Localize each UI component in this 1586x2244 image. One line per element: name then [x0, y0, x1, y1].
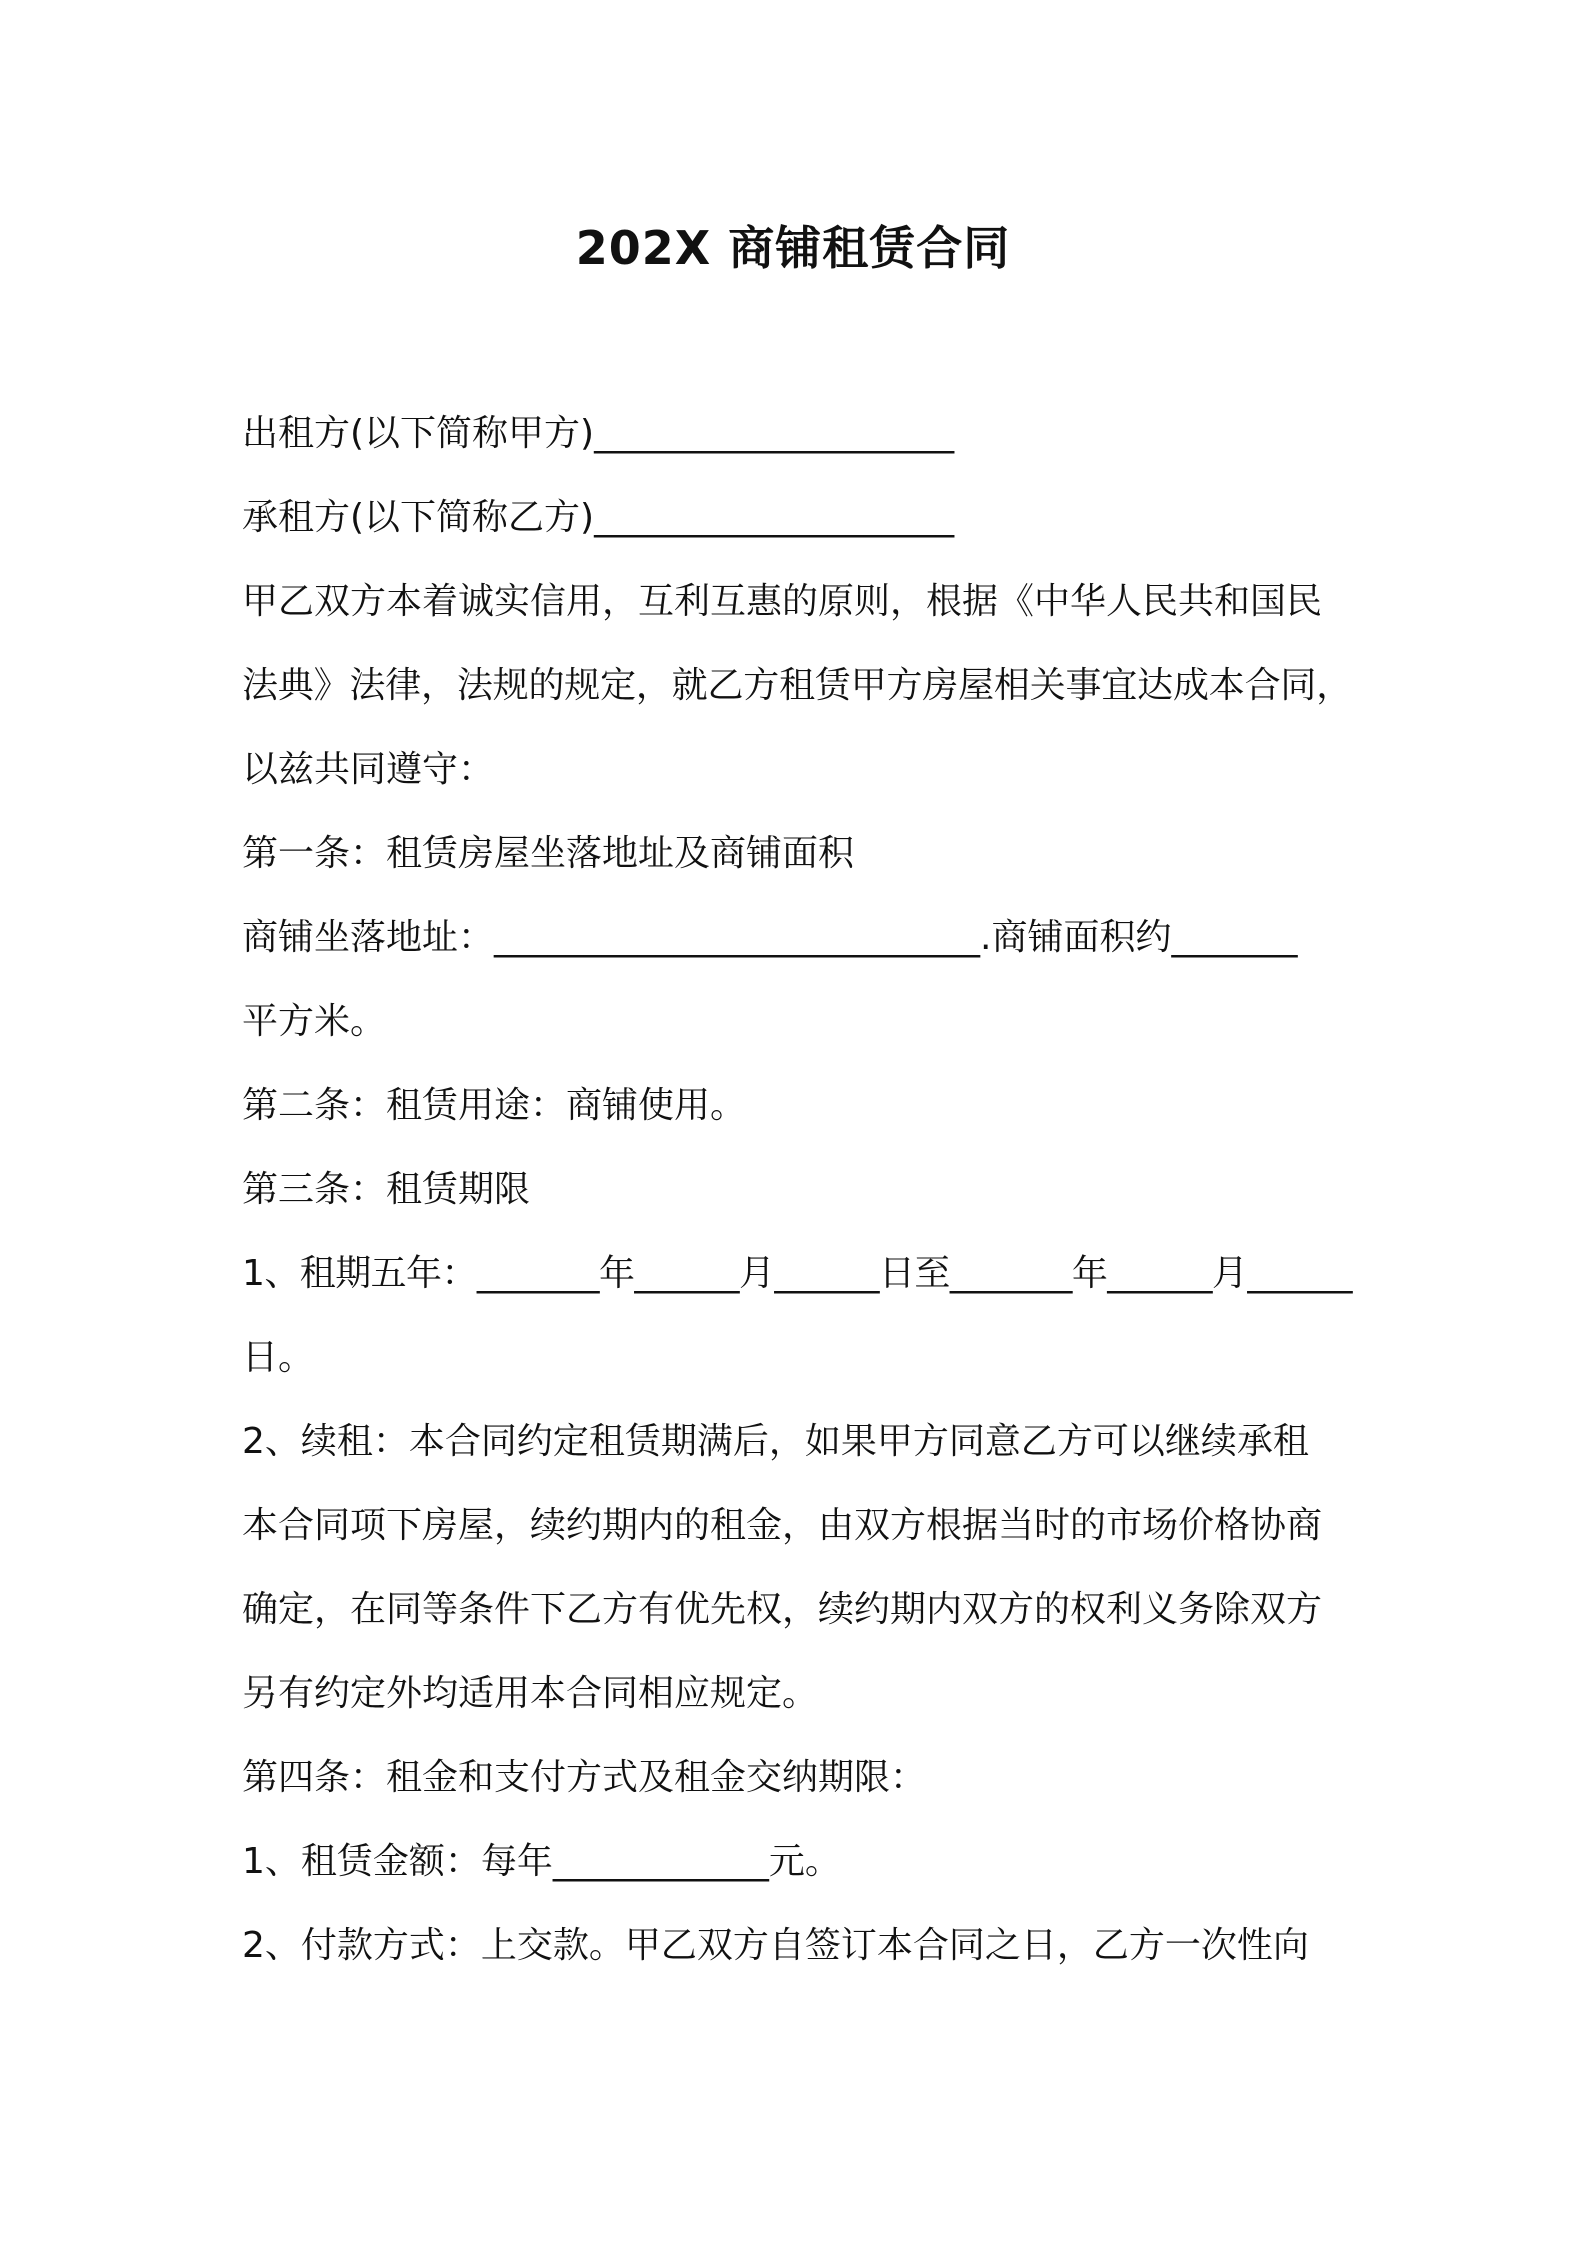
- lease-term-end-line: 日。: [242, 1337, 315, 1378]
- renewal-line-1: 2、续租：本合同约定租赁期满后，如果甲方同意乙方可以继续承租: [242, 1421, 1309, 1462]
- shop-address-line: 商铺坐落地址：___________________________.商铺面积约_______: [242, 917, 1298, 958]
- document-title: 202X 商铺租赁合同: [575, 221, 1011, 275]
- article-1-heading: 第一条：租赁房屋坐落地址及商铺面积: [242, 833, 855, 874]
- renewal-line-3: 确定，在同等条件下乙方有优先权，续约期内双方的权利义务除双方: [242, 1589, 1323, 1630]
- lessor-line: 出租方(以下简称甲方)____________________: [242, 413, 955, 454]
- preamble-line-1: 甲乙双方本着诚实信用，互利互惠的原则，根据《中华人民共和国民: [242, 581, 1323, 622]
- article-2-heading: 第二条：租赁用途：商铺使用。: [242, 1085, 747, 1126]
- article-4-heading: 第四条：租金和支付方式及租金交纳期限：: [242, 1757, 927, 1798]
- rent-amount-line: 1、租赁金额：每年____________元。: [242, 1841, 841, 1882]
- payment-method-line: 2、付款方式：上交款。甲乙双方自签订本合同之日，乙方一次性向: [242, 1925, 1309, 1966]
- renewal-line-4: 另有约定外均适用本合同相应规定。: [242, 1673, 819, 1714]
- lessee-line: 承租方(以下简称乙方)____________________: [242, 497, 955, 538]
- preamble-line-2: 法典》法律，法规的规定，就乙方租赁甲方房屋相关事宜达成本合同，: [242, 665, 1353, 706]
- contract-body: [242, 409, 1352, 2005]
- article-3-heading: 第三条：租赁期限: [242, 1169, 531, 1210]
- renewal-line-2: 本合同项下房屋，续约期内的租金，由双方根据当时的市场价格协商: [242, 1505, 1323, 1546]
- lease-term-line: 1、租期五年：_______年______月______日至_______年______月______: [242, 1253, 1352, 1294]
- preamble-line-3: 以兹共同遵守：: [242, 749, 495, 790]
- shop-area-unit-line: 平方米。: [242, 1001, 387, 1042]
